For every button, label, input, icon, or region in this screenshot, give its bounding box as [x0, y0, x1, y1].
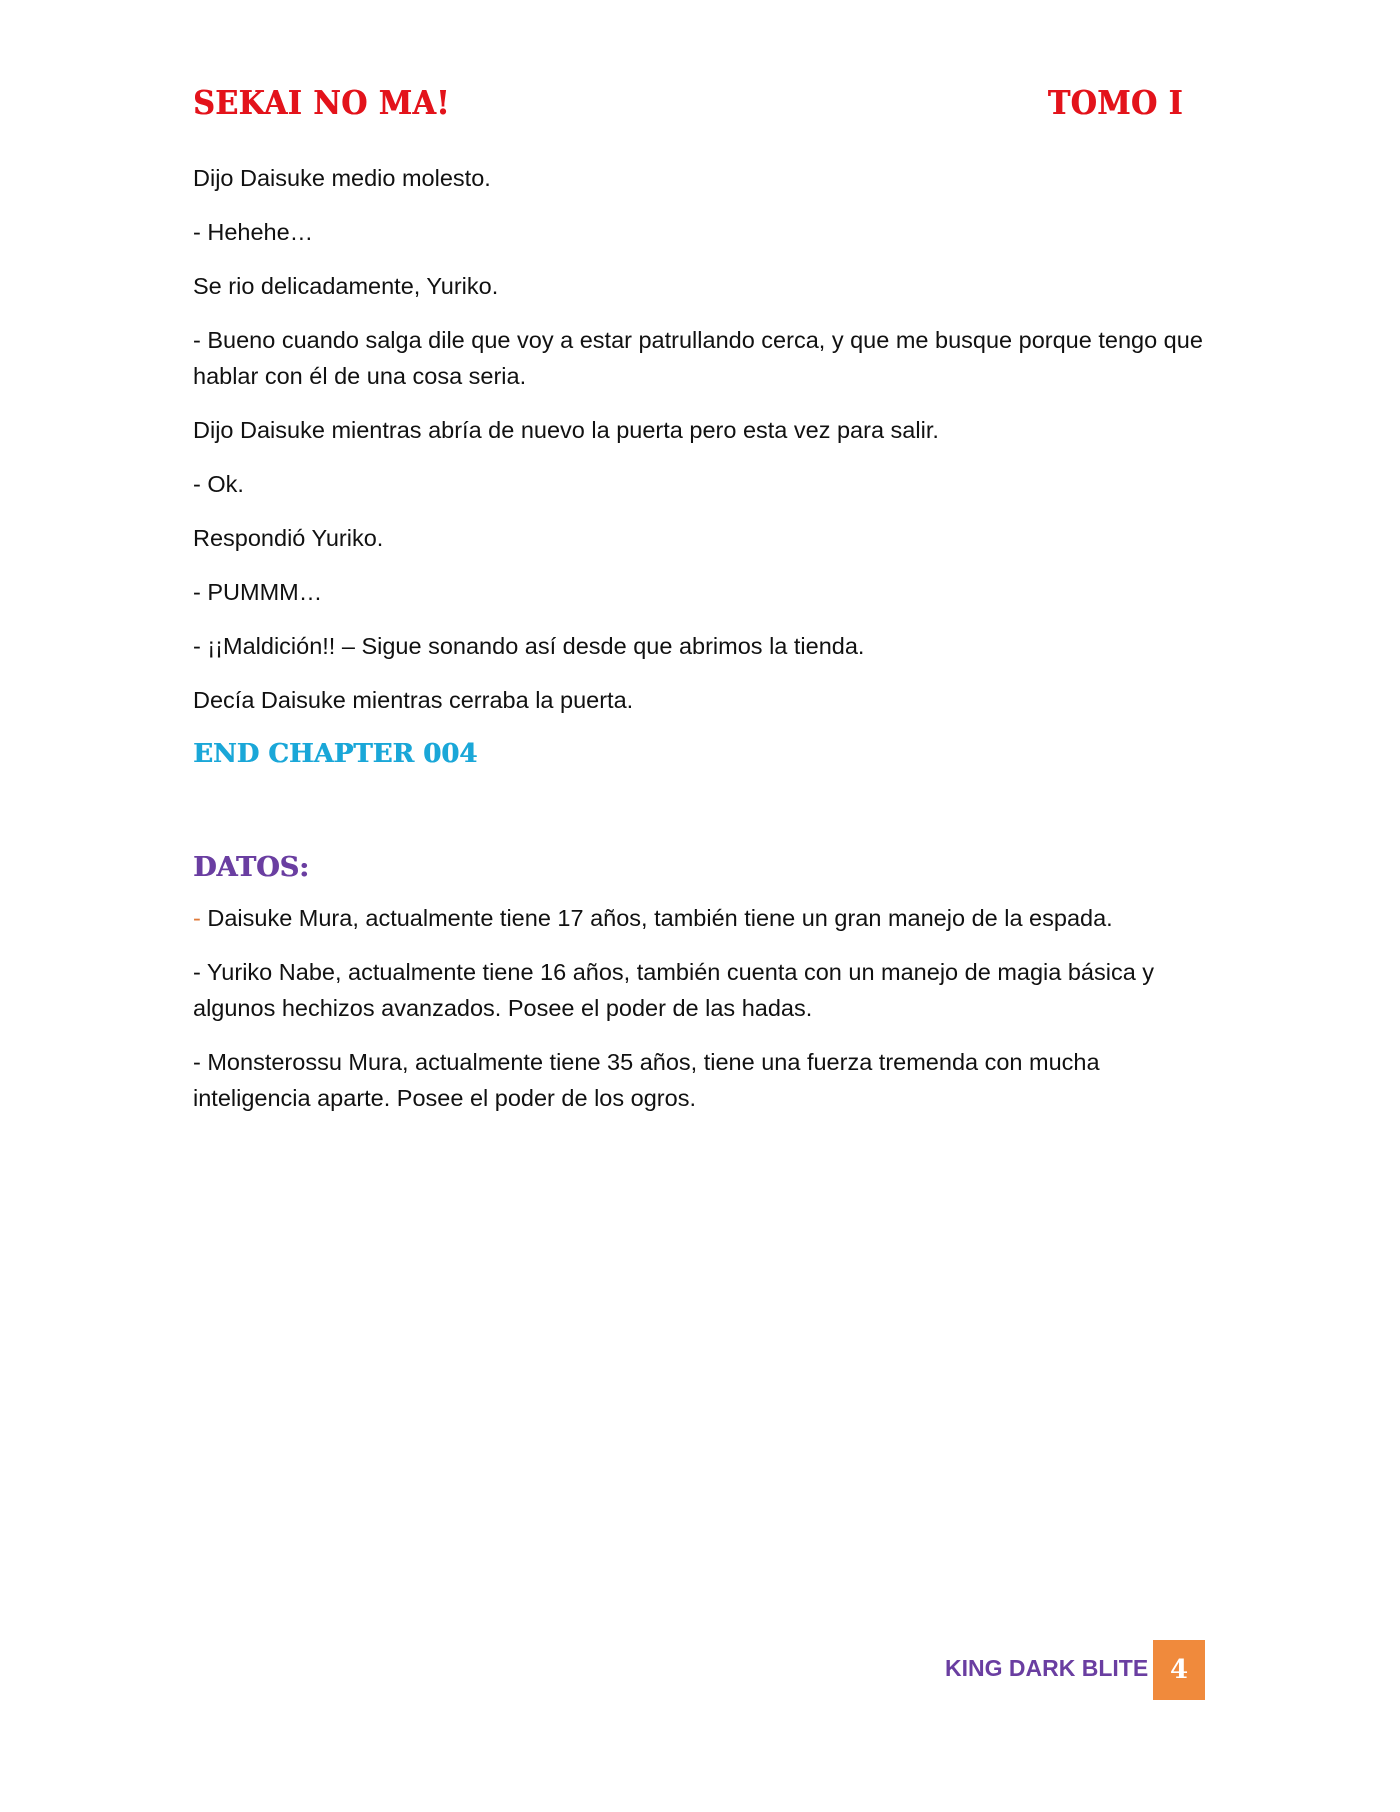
datos-item-dash: - [193, 905, 201, 931]
paragraph: Dijo Daisuke mientras abría de nuevo la puerta pero esta vez para salir. [193, 417, 939, 443]
page-number-badge [1153, 1640, 1205, 1700]
page-number: 4 [1169, 1655, 1189, 1685]
paragraph: - PUMMM… [193, 579, 323, 605]
paragraph: Respondió Yuriko. [193, 525, 384, 551]
page-header [193, 86, 1193, 130]
paragraph: - ¡¡Maldición!! – Sigue sonando así desde que abrimos la tienda. [193, 633, 865, 659]
paragraph: Dijo Daisuke medio molesto. [193, 165, 491, 191]
datos-item [193, 1044, 1203, 1116]
book-title: SEKAI NO MA! [193, 84, 450, 123]
datos-item [193, 900, 1203, 936]
volume-label: TOMO I [1047, 84, 1183, 123]
datos-item-text: - Yuriko Nabe, actualmente tiene 16 años, también cuenta con un manejo de magia básica y algunos hechizos avanzados. Posee el poder de las hadas. [193, 959, 1155, 1021]
paragraph: - Bueno cuando salga dile que voy a estar patrullando cerca, y que me busque porque tengo que hablar con él de una cosa seria. [193, 327, 1203, 389]
paragraph: Se rio delicadamente, Yuriko. [193, 273, 499, 299]
page-body [193, 160, 1203, 1134]
footer-author: KING DARK BLITE [945, 1655, 1149, 1681]
chapter-end-heading: END CHAPTER 004 [193, 739, 478, 769]
datos-item [193, 954, 1203, 1026]
datos-item-text: Daisuke Mura, actualmente tiene 17 años, también tiene un gran manejo de la espada. [200, 905, 1113, 931]
paragraph: Decía Daisuke mientras cerraba la puerta. [193, 687, 634, 713]
datos-item-text: - Monsterossu Mura, actualmente tiene 35 años, tiene una fuerza tremenda con mucha inteligencia aparte. Posee el poder de los ogros. [193, 1049, 1100, 1111]
datos-heading: DATOS: [193, 852, 309, 883]
paragraph: - Ok. [193, 471, 244, 497]
paragraph: - Hehehe… [193, 219, 314, 245]
